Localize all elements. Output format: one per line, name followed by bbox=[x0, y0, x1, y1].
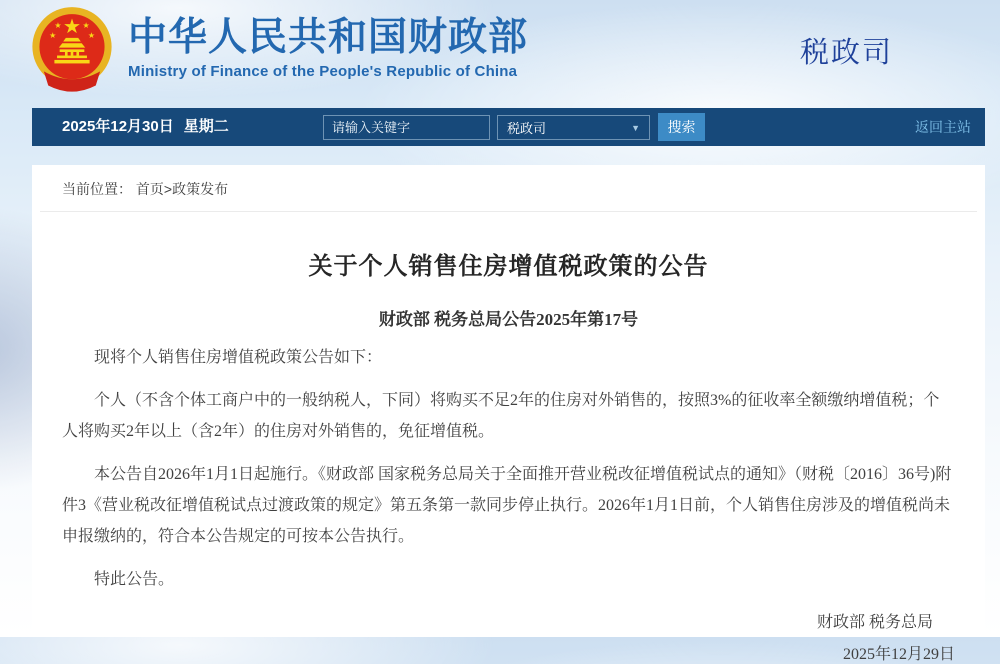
document-body bbox=[62, 342, 955, 595]
paragraph: 现将个人销售住房增值税政策公告如下： bbox=[94, 349, 383, 366]
svg-text:★: ★ bbox=[87, 30, 95, 40]
svg-text:★: ★ bbox=[49, 30, 57, 40]
paragraph: 个人（不含个体工商户中的一般纳税人，下同）将购买不足2年的住房对外销售的，按照3%的征收率全额缴纳增值税；个人将购买2年以上（含2年）的住房对外销售的，免征增值税。 bbox=[62, 392, 940, 440]
document-title: 关于个人销售住房增值税政策的公告 bbox=[308, 253, 709, 280]
site-logo[interactable] bbox=[28, 6, 528, 98]
breadcrumb-home-link[interactable]: 首页 bbox=[135, 181, 164, 197]
content-panel bbox=[32, 165, 985, 663]
search-input[interactable] bbox=[323, 115, 490, 140]
svg-text:★: ★ bbox=[82, 21, 90, 31]
national-emblem-icon bbox=[28, 6, 116, 98]
search-scope-select[interactable] bbox=[497, 115, 650, 140]
back-to-main-site-link[interactable]: 返回主站 bbox=[915, 119, 971, 135]
search-button[interactable]: 搜索 bbox=[658, 113, 705, 141]
current-date bbox=[62, 108, 229, 146]
svg-text:★: ★ bbox=[54, 21, 62, 31]
search-scope-value: 税政司 bbox=[507, 121, 547, 136]
signature-date: 2025年12月29日 bbox=[842, 646, 955, 663]
org-names bbox=[128, 6, 528, 80]
org-name-en: Ministry of Finance of the People's Republic of China bbox=[128, 62, 518, 80]
signature-agency: 财政部 税务总局 bbox=[816, 614, 933, 631]
department-title: 税政司 bbox=[799, 37, 893, 69]
toolbar bbox=[32, 108, 985, 146]
date-text: 2025年12月30日 bbox=[62, 118, 174, 135]
chevron-down-icon: ▼ bbox=[631, 122, 640, 133]
document-number: 财政部 税务总局公告2025年第17号 bbox=[378, 310, 639, 329]
breadcrumb-current-link[interactable]: 政策发布 bbox=[172, 181, 229, 197]
breadcrumb-separator: > bbox=[163, 181, 173, 197]
masthead bbox=[0, 0, 1000, 107]
breadcrumb-label: 当前位置： bbox=[62, 181, 132, 197]
org-name-cn: 中华人民共和国财政部 bbox=[128, 16, 529, 59]
breadcrumb bbox=[32, 165, 985, 199]
paragraph: 本公告自2026年1月1日起施行。《财政部 国家税务总局关于全面推开营业税改征增值税试点的通知》（财税〔2016〕36号)附件3《营业税改征增值税试点过渡政策的规定》第五条第一款同步停止执行。2026年1月1日前，个人销售住房涉及的增值税尚未申报缴纳的，符合本公告规定的可按本公告执行。 bbox=[62, 466, 952, 545]
breadcrumb-divider bbox=[40, 211, 977, 212]
weekday-text: 星期二 bbox=[183, 118, 229, 135]
paragraph: 特此公告。 bbox=[94, 571, 175, 588]
